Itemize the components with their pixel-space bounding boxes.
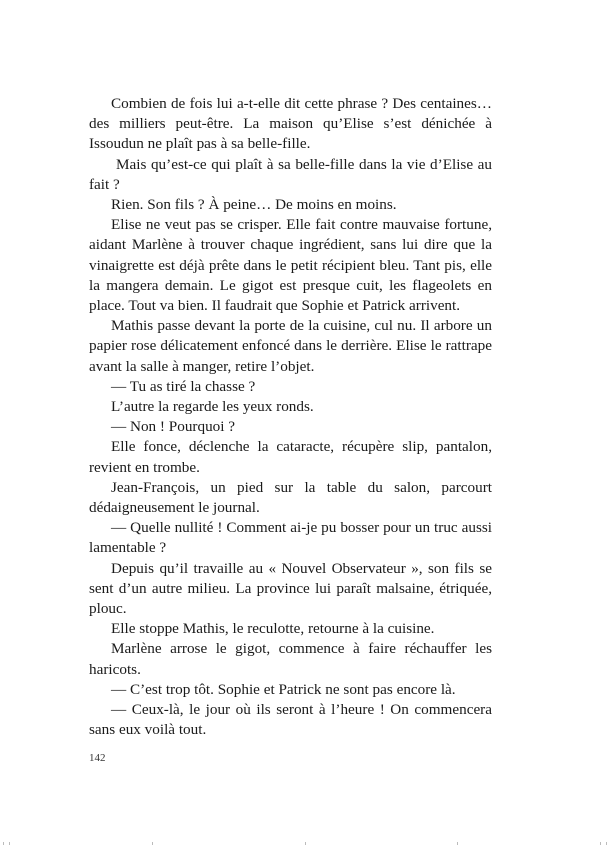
crop-mark [3, 842, 4, 845]
paragraph: Marlène arrose le gigot, commence à faire réchauffer les haricots. [89, 640, 492, 678]
crop-mark [600, 842, 601, 845]
crop-mark [457, 842, 458, 845]
crop-mark [606, 842, 607, 845]
dialogue-line: — Quelle nullité ! Comment ai-je pu bosser pour un truc aussi lamentable ? [89, 519, 492, 557]
dialogue-line: — C’est trop tôt. Sophie et Patrick ne sont pas encore là. [111, 680, 456, 698]
paragraph: Jean-François, un pied sur la table du salon, parcourt dédaigneusement le journal. [89, 478, 492, 517]
crop-mark [305, 842, 306, 845]
paragraph: Elise ne veut pas se crisper. Elle fait contre mauvaise fortune, aidant Marlène à trouver chaque ingrédient, sans lui dire que la vinaigrette est déjà prête dans le petit récipient bleu. Tant pis, elle la mangera demain. Le gigot est presque cuit, les flageolets en place. Tout va bien. Il faudrait que Sophie et Patrick arrivent. [89, 216, 492, 315]
paragraph: Depuis qu’il travaille au « Nouvel Observateur », son fils se sent d’un autre milieu. La province lui paraît malsaine, étriquée, plouc. [89, 559, 492, 618]
paragraph: Elle fonce, déclenche la cataracte, récupère slip, pantalon, revient en trombe. [89, 438, 492, 476]
paragraph: Mathis passe devant la porte de la cuisine, cul nu. Il arbore un papier rose délicatement enfoncé dans le derrière. Elise le rattrape avant la salle à manger, retire l’objet. [89, 317, 492, 375]
crop-mark [9, 842, 10, 845]
dialogue-line: — Non ! Pourquoi ? [111, 418, 236, 436]
paragraph: Elle stoppe Mathis, le reculotte, retourne à la cuisine. [111, 620, 435, 638]
page-number: 142 [89, 752, 106, 764]
page-body [89, 94, 492, 741]
paragraph: Rien. Son fils ? À peine… De moins en moins. [111, 196, 397, 214]
dialogue-line: — Tu as tiré la chasse ? [111, 377, 256, 395]
dialogue-line: — Ceux-là, le jour où ils seront à l’heure ! On commencera sans eux voilà tout. [89, 701, 492, 739]
paragraph: Mais qu’est-ce qui plaît à sa belle-fille dans la vie d’Elise au fait ? [89, 155, 492, 193]
crop-mark [152, 842, 153, 845]
paragraph: Combien de fois lui a-t-elle dit cette phrase ? Des centaines… des milliers peut-être. La maison qu’Elise s’est dénichée à Issoudun ne plaît pas à sa belle-fille. [89, 95, 492, 153]
paragraph: L’autre la regarde les yeux ronds. [111, 398, 314, 416]
crop-marks [0, 841, 610, 845]
